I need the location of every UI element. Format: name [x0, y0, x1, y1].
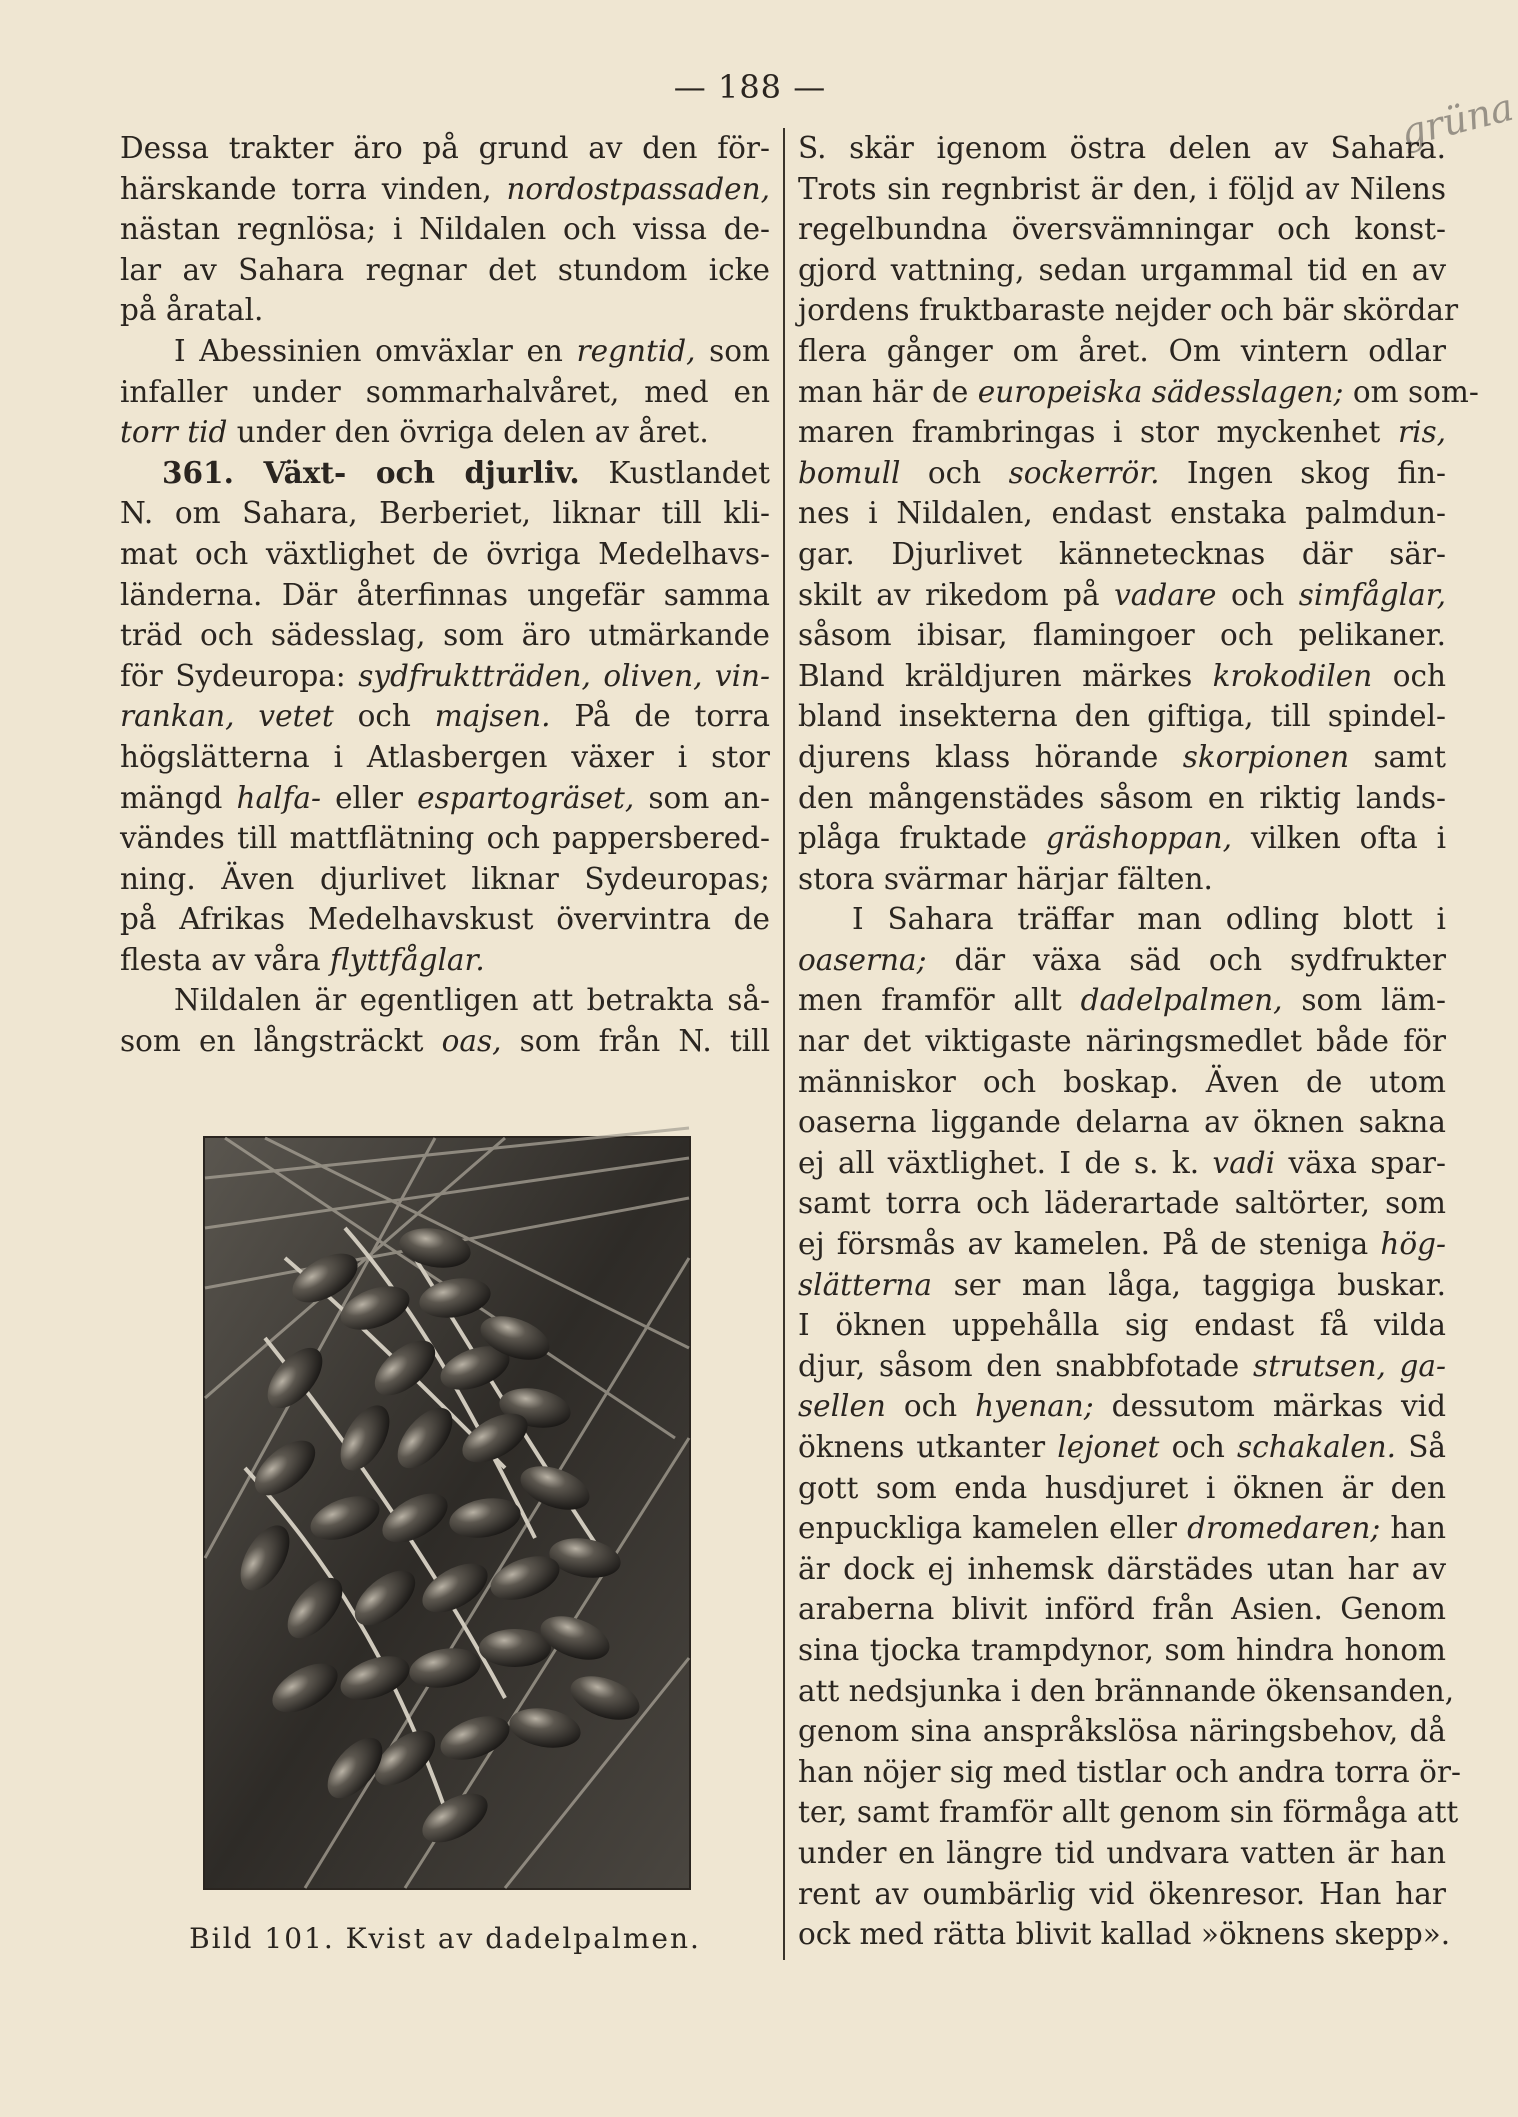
right-column-line: flera gånger om året. Om vintern odlar: [798, 333, 1446, 368]
right-column-line: stora svärmar härjar fälten.: [798, 861, 1213, 896]
margin-note: grüna: [1396, 84, 1518, 156]
left-column-line: länderna. Där återfinnas ungefär samma: [120, 577, 770, 612]
right-column-line: slätterna ser man låga, taggiga buskar.: [798, 1267, 1446, 1302]
right-column-line: sellen och hyenan; dessutom märkas vid: [798, 1389, 1446, 1424]
right-column-line: regelbundna översvämningar och konst-: [798, 212, 1446, 247]
right-column-line: under en längre tid undvara vatten är han: [798, 1835, 1446, 1870]
right-column-line: plåga fruktade gräshoppan, vilken ofta i: [798, 821, 1446, 856]
left-column-line: 361. Växt- och djurliv. Kustlandet: [162, 454, 770, 490]
right-column-line: Bland kräldjuren märkes krokodilen och: [798, 658, 1446, 693]
right-column-line: ej försmås av kamelen. På de steniga hög-: [798, 1227, 1446, 1262]
right-column-line: skilt av rikedom på vadare och simfåglar,: [798, 577, 1446, 612]
left-column: [120, 128, 770, 1062]
left-column-line: nästan regnlösa; i Nildalen och vissa de-: [120, 212, 770, 247]
right-column-line: gar. Djurlivet kännetecknas där sär-: [798, 536, 1446, 571]
right-column-line: man här de europeiska sädesslagen; om som-: [798, 374, 1479, 409]
right-column: [798, 128, 1479, 1955]
right-column-line: S. skär igenom östra delen av Sahara.: [798, 131, 1446, 165]
left-column-line: vändes till mattflätning och pappersbered-: [120, 821, 770, 856]
right-column-line: genom sina anspråkslösa näringsbehov, då: [798, 1714, 1446, 1749]
left-column-line: Nildalen är egentligen att betrakta så-: [174, 983, 770, 1018]
right-column-line: gott som enda husdjuret i öknen är den: [798, 1470, 1446, 1505]
date-palm-illustration: [205, 1138, 689, 1888]
left-column-line: lar av Sahara regnar det stundom icke: [120, 252, 770, 287]
figure-caption: Bild 101. Kvist av dadelpalmen.: [189, 1922, 701, 1955]
left-column-line: torr tid under den övriga delen av året.: [120, 415, 709, 450]
right-column-line: är dock ej inhemsk därstädes utan har av: [798, 1551, 1446, 1586]
right-column-line: nar det viktigaste näringsmedlet både för: [798, 1024, 1446, 1059]
right-column-line: jordens fruktbaraste nejder och bär skördar: [798, 293, 1459, 328]
left-column-line: rankan, vetet och majsen. På de torra: [120, 699, 770, 734]
right-column-line: men framför allt dadelpalmen, som läm-: [798, 983, 1446, 1018]
left-column-line: ning. Även djurlivet liknar Sydeuropas;: [120, 861, 770, 896]
right-column-line: öknens utkanter lejonet och schakalen. Så: [798, 1430, 1446, 1464]
right-column-line: ej all växtlighet. I de s. k. vadi växa spar-: [798, 1145, 1447, 1180]
date-fruit: [479, 1629, 551, 1667]
page-number: — 188 —: [673, 68, 827, 106]
right-column-line: sina tjocka trampdynor, som hindra honom: [798, 1632, 1446, 1667]
right-column-line: oaserna liggande delarna av öknen sakna: [798, 1105, 1446, 1140]
right-column-line: att nedsjunka i den brännande ökensanden,: [798, 1673, 1455, 1708]
right-column-line: såsom ibisar, flamingoer och pelikaner.: [798, 618, 1446, 653]
right-column-line: gjord vattning, sedan urgammal tid en av: [798, 252, 1446, 287]
right-column-line: oaserna; där växa säd och sydfrukter: [798, 942, 1446, 977]
left-column-line: på Afrikas Medelhavskust övervintra de: [120, 902, 770, 937]
right-column-line: enpuckliga kamelen eller dromedaren; han: [798, 1511, 1446, 1546]
right-column-line: Trots sin regnbrist är den, i följd av Nilens: [798, 171, 1446, 206]
right-column-line: han nöjer sig med tistlar och andra torra ör-: [798, 1754, 1461, 1789]
left-column-line: N. om Sahara, Berberiet, liknar till kli-: [120, 496, 770, 531]
left-column-line: infaller under sommarhalvåret, med en: [120, 374, 770, 409]
column-divider: [783, 128, 785, 1960]
right-column-line: djurens klass hörande skorpionen samt: [798, 739, 1446, 774]
left-column-line: som en långsträckt oas, som från N. till: [120, 1024, 770, 1059]
left-column-line: mat och växtlighet de övriga Medelhavs-: [120, 536, 770, 571]
left-column-line: flesta av våra flyttfåglar.: [120, 942, 485, 977]
left-column-line: för Sydeuropa: sydfruktträden, oliven, vin-: [120, 658, 770, 693]
left-column-line: högslätterna i Atlasbergen växer i stor: [120, 739, 770, 774]
right-column-line: nes i Nildalen, endast enstaka palmdun-: [798, 496, 1446, 531]
left-column-line: träd och sädesslag, som äro utmärkande: [120, 618, 770, 653]
right-column-line: I öknen uppehålla sig endast få vilda: [798, 1308, 1446, 1343]
left-column-line: Dessa trakter äro på grund av den för-: [120, 131, 770, 165]
left-column-line: mängd halfa- eller espartogräset, som an-: [120, 780, 770, 815]
right-column-line: den mångenstädes såsom en riktig lands-: [798, 780, 1446, 815]
right-column-line: ock med rätta blivit kallad »öknens skepp».: [798, 1917, 1451, 1952]
right-column-line: bland insekterna den giftiga, till spindel-: [798, 699, 1446, 734]
right-column-line: I Sahara träffar man odling blott i: [852, 902, 1446, 937]
right-column-line: ter, samt framför allt genom sin förmåga att: [798, 1795, 1459, 1830]
date-palm-photo: [203, 1136, 691, 1890]
left-column-line: härskande torra vinden, nordostpassaden,: [120, 171, 770, 206]
right-column-line: samt torra och läderartade saltörter, som: [798, 1186, 1446, 1221]
right-column-line: rent av oumbärlig vid ökenresor. Han har: [798, 1876, 1446, 1911]
right-column-line: araberna blivit införd från Asien. Genom: [798, 1592, 1446, 1627]
left-column-line: I Abessinien omväxlar en regntid, som: [174, 333, 771, 368]
left-column-line: på åratal.: [120, 293, 264, 328]
right-column-line: bomull och sockerrör. Ingen skog fin-: [798, 455, 1446, 490]
right-column-line: människor och boskap. Även de utom: [798, 1064, 1446, 1099]
right-column-line: maren frambringas i stor myckenhet ris,: [798, 415, 1446, 450]
right-column-line: djur, såsom den snabbfotade strutsen, ga-: [798, 1348, 1446, 1383]
